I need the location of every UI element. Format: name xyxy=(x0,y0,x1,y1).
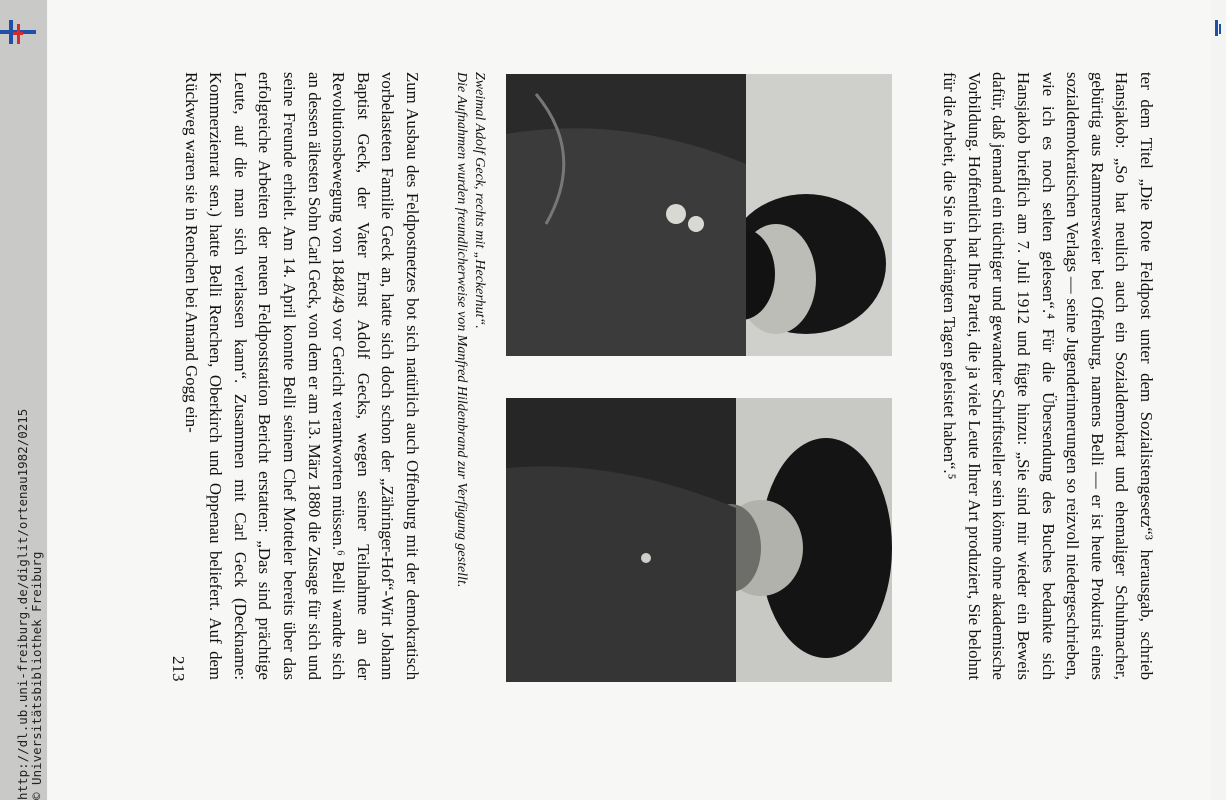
page-number: 213 xyxy=(169,656,188,682)
photo-caption xyxy=(452,72,488,680)
paragraph: Zum Ausbau des Feldpostnetzes bot sich natürlich auch Offenburg mit der demokratisch vorbelasteten Familie Geck an, hatte sich doch schon der „Zähringer-Hof“-Wirt Johann Baptist Geck, der Vater Ernst Adolf Gecks, wegen seiner Teilnahme an der Revolutionsbewegung von 1848/49 vor Gericht verantworten müssen.⁶ Belli wandte sich an dessen ältesten Sohn Carl Geck, von dem er am 13. März 1880 die Zusage für sich und seine Freunde erhielt. Am 14. April konnte Belli seinem Chef Motteler bereits über das erfolgreiche Arbeiten der neuen Feldpoststation Bericht erstatten: „Das sind prächtige Leute, auf die man sich verlassen kann“. Zusammen mit Carl Geck (Deckname: Kommerzienrat sen.) hatte Belli Renchen, Oberkirch und Oppenau beliefert. Auf dem Rückweg waren sie in Renchen bei Amand Gogg ein- xyxy=(181,72,422,680)
source-credit xyxy=(16,0,44,800)
photo-geck-left-profile xyxy=(506,74,892,356)
article-text-bottom xyxy=(178,72,424,680)
caption-line-2: Die Aufnahmen wurden freundlicherweise von Manfred Hildenbrand zur Verfügung gestellt. xyxy=(454,72,469,588)
photo-geck-with-heckerhut xyxy=(506,398,892,682)
paragraph: ter dem Titel „Die Rote Feldpost unter dem Sozialistengesetz“³ herausgab, schrieb Hansjakob: „So hat neulich auch ein Sozialdemokrat und ehemaliger Schuhmacher, gebürtig aus Rammersweier bei Offenburg, namens Belli — er ist heute Prokurist eines sozialdemokratischen Verlags — seine Jugenderinnerungen so reizvoll niedergeschrieben, wie ich es noch selten gelesen“.⁴ Für die Übersendung des Buches bedankte sich Hansjakob brieflich am 7. Juli 1912 und fügte hinzu: „Sie sind mir wieder ein Beweis dafür, daß jemand ein tüchtiger und gewandter Schriftsteller sein könne ohne akademische Vorbildung. Hoffentlich hat Ihre Partei, die ja viele Leute Ihrer Art produziert, Sie belohnt für die Arbeit, die Sie in bedrängten Tagen geleistet haben“.⁵ xyxy=(940,72,1156,680)
caption-line-1: Zweimal Adolf Geck, rechts mit „Heckerhut“. xyxy=(472,72,487,329)
article-text-top xyxy=(937,72,1158,680)
page-marker-icon xyxy=(1212,18,1224,38)
scanned-page xyxy=(48,0,1211,800)
viewer-sidebar xyxy=(0,0,47,800)
copyright-notice: © Universitätsbibliothek Freiburg xyxy=(29,551,44,800)
source-url[interactable]: http://dl.ub.uni-freiburg.de/diglit/ortenau1982/0215 xyxy=(15,408,30,800)
